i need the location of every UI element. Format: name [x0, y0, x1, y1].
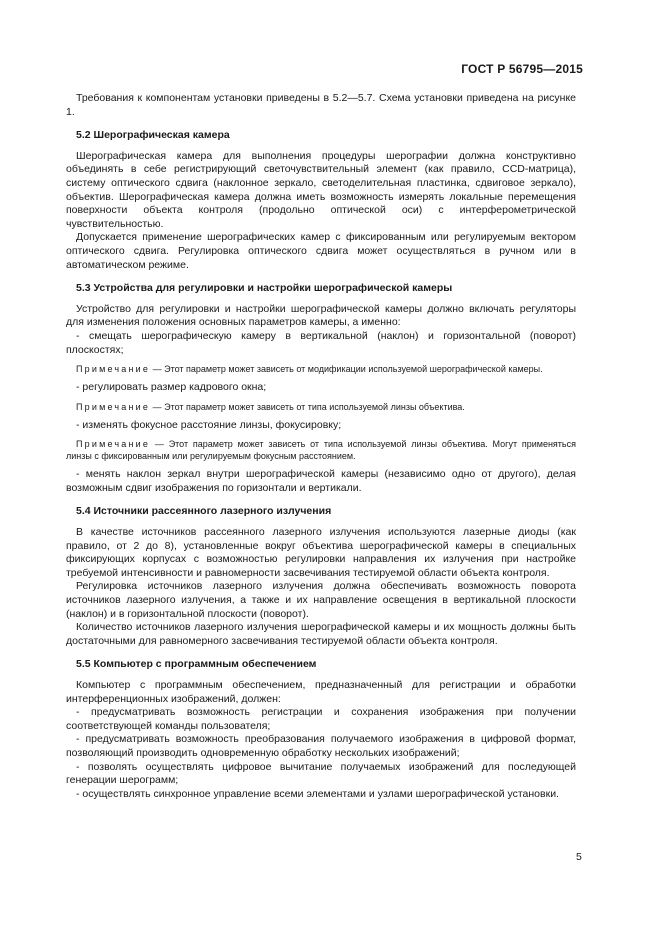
section-5-2-title: 5.2 Шерографическая камера: [76, 129, 230, 142]
list-item: - предусматривать возможность регистрации и сохранения изображения при получении соответствующей команды пользователя;: [66, 706, 576, 732]
section-5-2-paragraph: Допускается применение шерографических камер с фиксированным или регулируемым вектором оптического сдвига. Регулировка оптического сдвига может осуществляться в ручном или в автоматическом режиме.: [66, 231, 576, 271]
section-5-3-paragraph: Устройство для регулировки и настройки шерографической камеры должно включать регуляторы для изменения положения основных параметров камеры, а именно:: [66, 302, 576, 329]
section-5-5-paragraph: Компьютер с программным обеспечением, предназначенный для регистрации и обработки интерференционных изображений, должен:: [66, 679, 576, 705]
section-5-4-paragraph: В качестве источников рассеянного лазерного излучения используются лазерные диоды (как правило, от 2 до 8), установленные вокруг объектива шерографической камеры в специальных фиксирующих корпусах с возможностью регулировки направления их излучения при настройке требуемой интенсивности и равномерности засвечивания тестируемой области объекта контроля.: [66, 526, 576, 579]
note-label: Примечание: [76, 364, 151, 375]
note-label: Примечание: [76, 439, 151, 450]
intro-paragraph: Требования к компонентам установки приведены в 5.2—5.7. Схема установки приведена на рисунке 1.: [66, 92, 576, 118]
page-content: [66, 92, 576, 801]
section-5-5-title: 5.5 Компьютер с программным обеспечением: [76, 658, 317, 671]
section-5-4-paragraph: Количество источников лазерного излучения шерографической камеры и их мощность должны быть достаточными для равномерного засвечивания тестируемой области объекта контроля.: [66, 621, 576, 647]
page-number: 5: [576, 851, 582, 863]
note-text: — Этот параметр может зависеть от модификации используемой шерографической камеры.: [150, 364, 543, 375]
list-item: - позволять осуществлять цифровое вычитание получаемых изображений для последующей генерации шерограмм;: [66, 760, 576, 787]
section-5-2-paragraph: Шерографическая камера для выполнения процедуры шерографии должна конструктивно объединять в себе регистрирующий светочувствительный элемент (как правило, CCD-матрица), систему оптического сдвига (наклонное зеркало, светоделительная пластинка, сдвиговое зеркало), объектив. Шерографическая камера должна иметь возможность измерять локальные перемещения поверхности объекта контроля (продольно оптической оси) с интерферометрической чувствительностью.: [66, 149, 576, 230]
note: [66, 438, 576, 462]
list-item: - изменять фокусное расстояние линзы, фокусировку;: [76, 418, 342, 431]
note-text: — Этот параметр может зависеть от типа используемой линзы объектива.: [150, 401, 465, 412]
section-5-4-title: 5.4 Источники рассеянного лазерного излучения: [76, 505, 332, 518]
list-item: - регулировать размер кадрового окна;: [76, 381, 267, 394]
section-5-4-paragraph: Регулировка источников лазерного излучения должна обеспечивать возможность поворота источников лазерного излучения, а также и их направление освещения в вертикальной плоскости (наклон) и в горизонтальной плоскости (поворот).: [66, 580, 576, 620]
section-5-3-title: 5.3 Устройства для регулировки и настройки шерографической камеры: [76, 282, 453, 295]
list-item: - менять наклон зеркал внутри шерографической камеры (независимо одно от другого), делая возможным сдвиг изображения по горизонтали и вертикали.: [66, 468, 576, 494]
note-text: — Этот параметр может зависеть от типа используемой линзы объектива. Могут применяться линзы с фиксированным или регулируемым фокусным расстоянием.: [66, 439, 576, 462]
list-item: - осуществлять синхронное управление всеми элементами и узлами шерографической установки.: [76, 787, 559, 800]
note: [66, 363, 576, 375]
note-label: Примечание: [76, 401, 151, 412]
document-code: ГОСТ Р 56795—2015: [461, 62, 583, 76]
note: [66, 401, 576, 413]
list-item: - смещать шерографическую камеру в вертикальной (наклон) и горизонтальной (поворот) плоскостях;: [66, 329, 576, 356]
list-item: - предусматривать возможность преобразования получаемого изображения в цифровой формат, позволяющий производить одновременную обработку нескольких изображений;: [66, 733, 576, 759]
